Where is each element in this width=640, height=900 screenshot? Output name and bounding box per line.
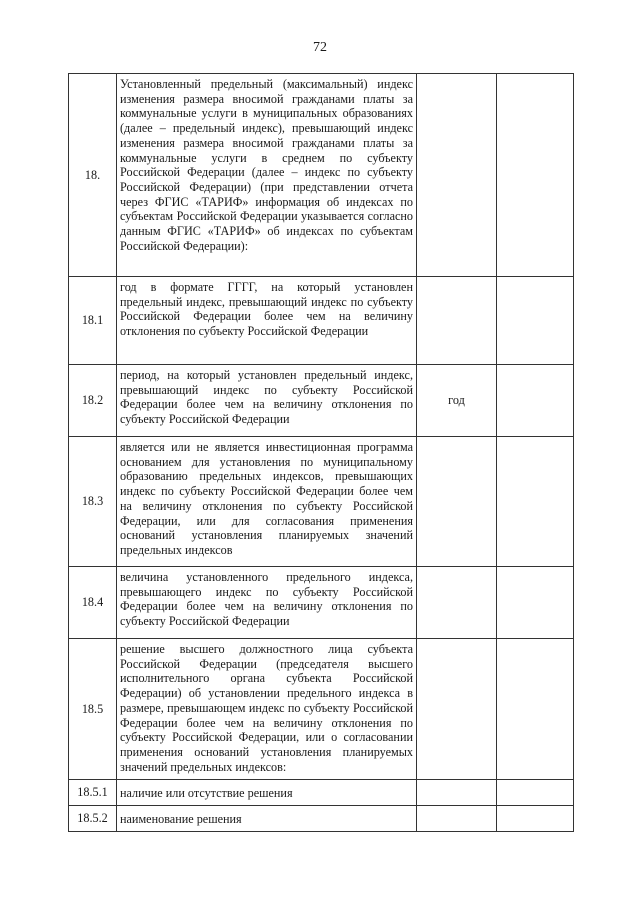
- table-row: [69, 567, 574, 639]
- table-row: [69, 74, 574, 277]
- table-row: [69, 639, 574, 780]
- row-number: 18.5: [69, 639, 117, 780]
- row-value-cell: [497, 567, 574, 639]
- page-number: 72: [313, 40, 327, 55]
- row-description: наименование решения: [117, 806, 417, 832]
- row-number: 18.3: [69, 437, 117, 567]
- row-description: является или не является инвестиционная программа основанием для установления по муниципальному образованию предельных индексов, превышающих индекс по субъекту Российской Федерации более чем на величину отклонения по субъекту Российской Федерации, или для согласования применения оснований установления планируемых значений предельных индексов: [117, 437, 417, 567]
- indicator-table: [68, 73, 574, 832]
- table-row: [69, 437, 574, 567]
- row-description: решение высшего должностного лица субъекта Российской Федерации (председателя высшего исполнительного органа субъекта Российской Федерации) об установлении предельного индекса в размере, превышающем индекс по субъекту Российской Федерации более чем на величину отклонения по субъекту Российской Федерации, или о согласовании применения оснований установления планируемых значений предельных индексов:: [117, 639, 417, 780]
- row-value-cell: [497, 437, 574, 567]
- table-row: [69, 806, 574, 832]
- row-description: период, на который установлен предельный индекс, превышающий индекс по субъекту Российской Федерации более чем на величину отклонения по субъекту Российской Федерации: [117, 365, 417, 437]
- row-value-cell: [497, 780, 574, 806]
- row-description: Установленный предельный (максимальный) индекс изменения размера вносимой гражданами платы за коммунальные услуги в муниципальных образованиях (далее – предельный индекс), превышающий индекс изменения размера вносимой гражданами платы за коммунальные услуги в среднем по субъекту Российской Федерации (далее – индекс по субъекту Российской Федерации) (при представлении отчета через ФГИС «ТАРИФ» информация об индексах по субъектам Российской Федерации указывается согласно данным ФГИС «ТАРИФ» об индексах по субъектам Российской Федерации):: [117, 74, 417, 277]
- row-number: 18.1: [69, 277, 117, 365]
- row-description: величина установленного предельного индекса, превышающего индекс по субъекту Российской Федерации более чем на величину отклонения по субъекту Российской Федерации: [117, 567, 417, 639]
- table-row: [69, 365, 574, 437]
- row-unit: [417, 74, 497, 277]
- row-unit: [417, 806, 497, 832]
- row-value-cell: [497, 806, 574, 832]
- row-value-cell: [497, 639, 574, 780]
- row-value-cell: [497, 74, 574, 277]
- row-number: 18.: [69, 74, 117, 277]
- table-row: [69, 780, 574, 806]
- row-unit: [417, 277, 497, 365]
- row-number: 18.2: [69, 365, 117, 437]
- row-unit: [417, 437, 497, 567]
- row-unit: [417, 567, 497, 639]
- row-number: 18.5.1: [69, 780, 117, 806]
- table-row: [69, 277, 574, 365]
- row-unit: [417, 780, 497, 806]
- row-unit: [417, 639, 497, 780]
- row-value-cell: [497, 365, 574, 437]
- row-value-cell: [497, 277, 574, 365]
- row-number: 18.5.2: [69, 806, 117, 832]
- row-number: 18.4: [69, 567, 117, 639]
- row-description: год в формате ГГГГ, на который установлен предельный индекс, превышающий индекс по субъекту Российской Федерации более чем на величину отклонения по субъекту Российской Федерации: [117, 277, 417, 365]
- row-description: наличие или отсутствие решения: [117, 780, 417, 806]
- row-unit: год: [417, 365, 497, 437]
